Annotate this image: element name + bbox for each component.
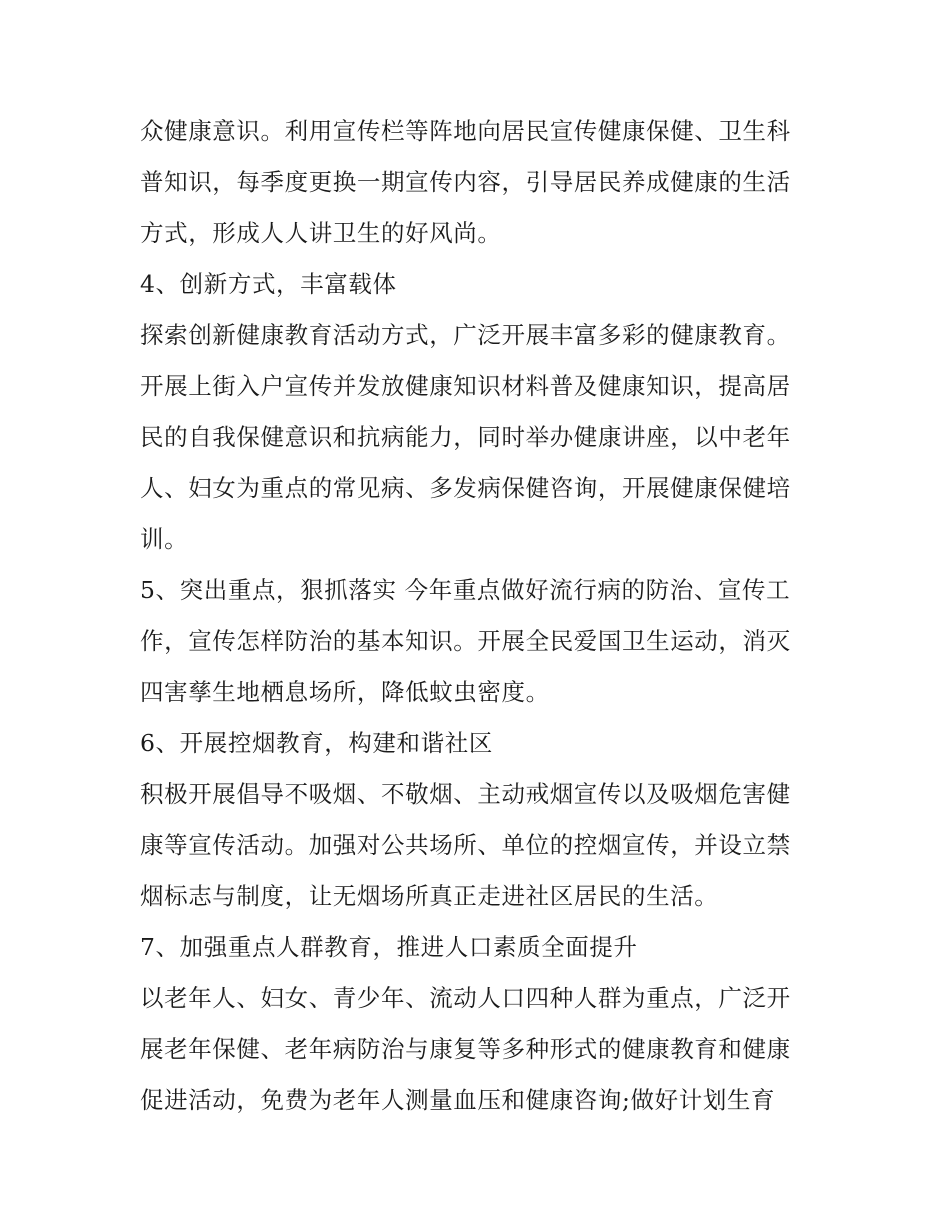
document-body	[140, 106, 820, 1126]
section-heading-7: 7、加强重点人群教育，推进人口素质全面提升	[140, 933, 638, 961]
paragraph-line: 促进活动，免费为老年人测量血压和健康咨询;做好计划生育	[140, 1086, 776, 1114]
paragraph-line: 开展上街入户宣传并发放健康知识材料普及健康知识，提高居	[140, 372, 791, 400]
paragraph-line: 民的自我保健意识和抗病能力，同时举办健康讲座，以中老年	[140, 423, 791, 451]
paragraph-line: 众健康意识。利用宣传栏等阵地向居民宣传健康保健、卫生科	[140, 117, 791, 145]
section-heading-4: 4、创新方式，丰富载体	[140, 270, 397, 298]
paragraph-line: 作，宣传怎样防治的基本知识。开展全民爱国卫生运动，消灭	[140, 627, 791, 655]
paragraph-line: 展老年保健、老年病防治与康复等多种形式的健康教育和健康	[140, 1035, 791, 1063]
paragraph-line: 探索创新健康教育活动方式，广泛开展丰富多彩的健康教育。	[140, 321, 791, 349]
paragraph-line: 普知识，每季度更换一期宣传内容，引导居民养成健康的生活	[140, 168, 791, 196]
section-heading-5: 5、突出重点，狠抓落实 今年重点做好流行病的防治、宣传工	[140, 576, 791, 604]
paragraph-line: 人、妇女为重点的常见病、多发病保健咨询，开展健康保健培	[140, 474, 791, 502]
paragraph-line: 四害孳生地栖息场所，降低蚊虫密度。	[140, 678, 550, 706]
paragraph-line: 方式，形成人人讲卫生的好风尚。	[140, 219, 502, 247]
paragraph-line: 训。	[140, 525, 189, 553]
paragraph-line: 烟标志与制度，让无烟场所真正走进社区居民的生活。	[140, 882, 719, 910]
paragraph-line: 以老年人、妇女、青少年、流动人口四种人群为重点，广泛开	[140, 984, 791, 1012]
section-heading-6: 6、开展控烟教育，构建和谐社区	[140, 729, 493, 757]
paragraph-line: 康等宣传活动。加强对公共场所、单位的控烟宣传，并设立禁	[140, 831, 791, 859]
paragraph-line: 积极开展倡导不吸烟、不敬烟、主动戒烟宣传以及吸烟危害健	[140, 780, 791, 808]
